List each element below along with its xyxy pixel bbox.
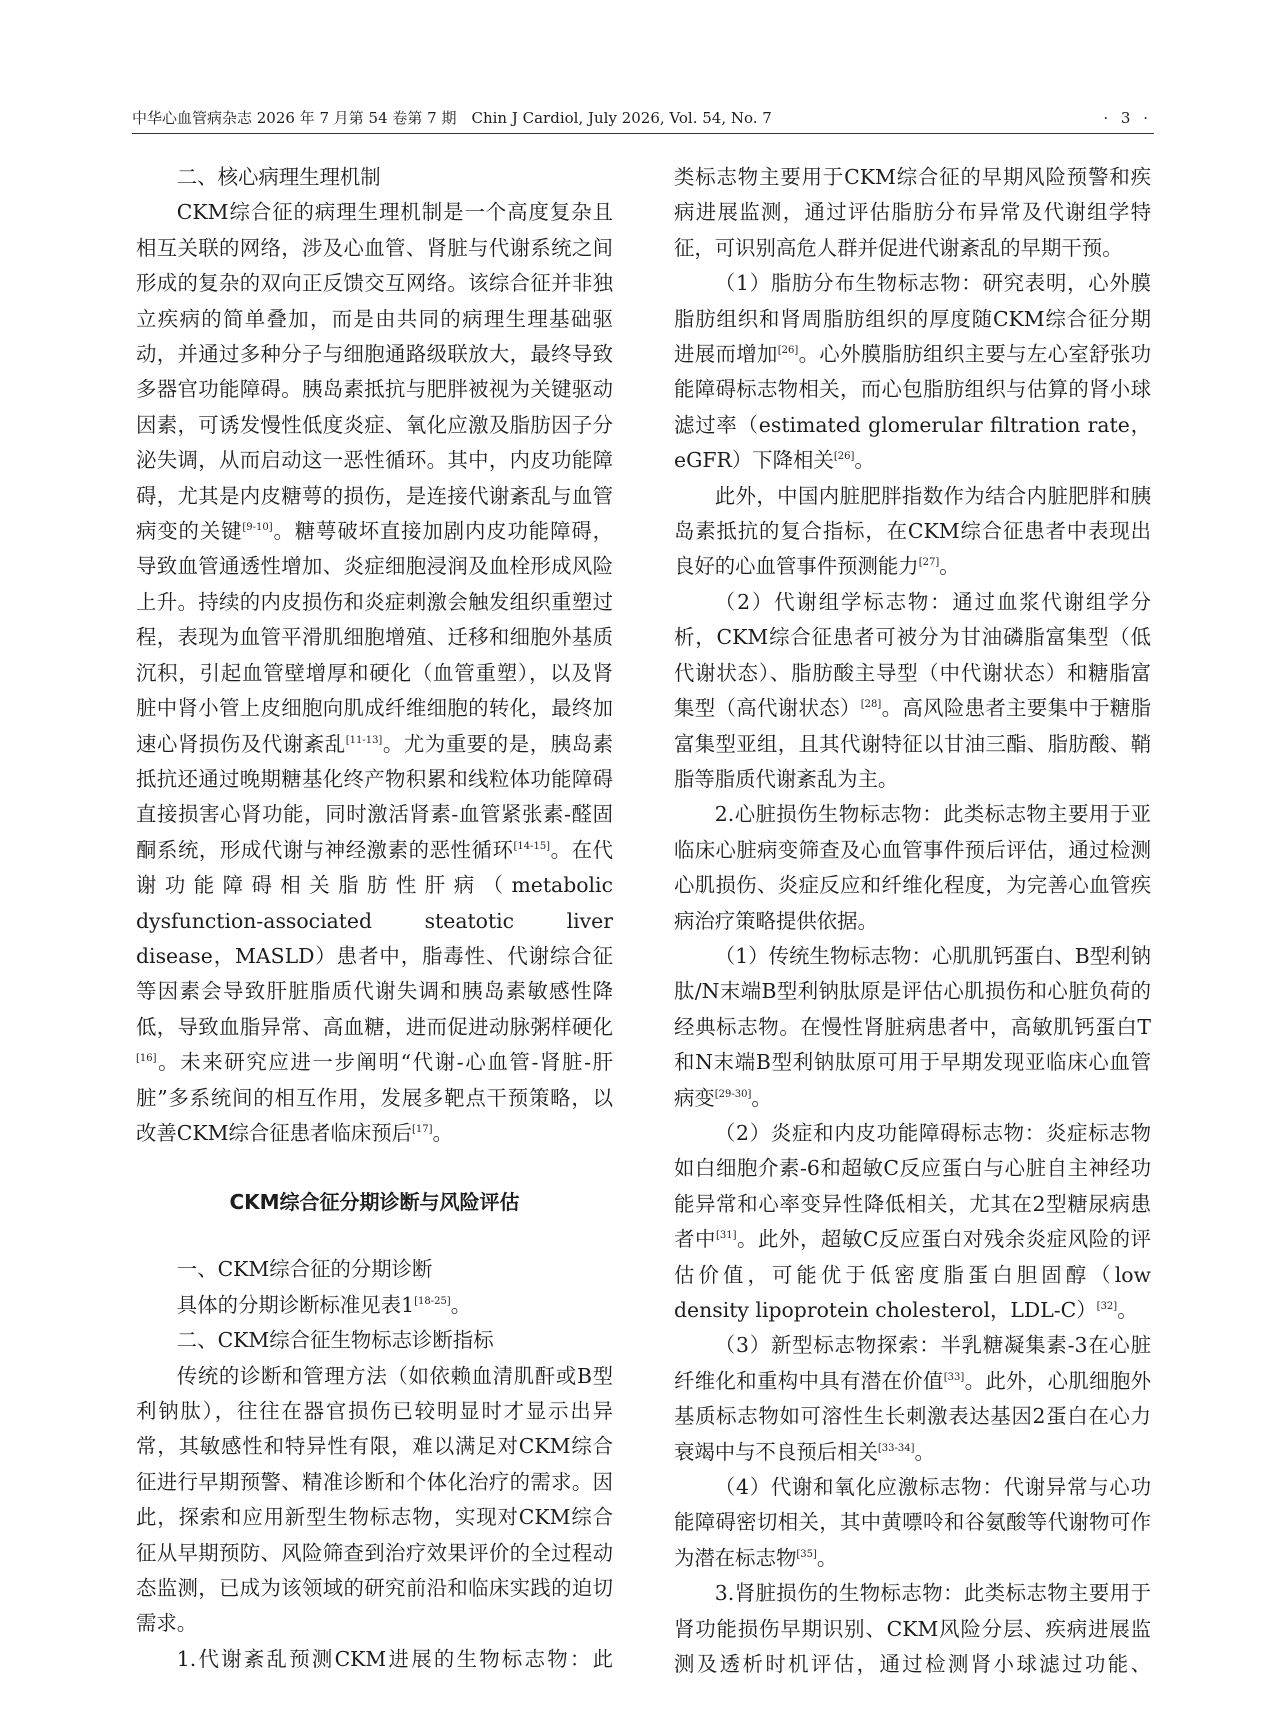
citation: [18-25] [414, 1295, 451, 1307]
running-header [132, 103, 1154, 134]
paragraph-metabolomics: （2）代谢组学标志物：通过血浆代谢组学分析，CKM综合征患者可被分为甘油磷脂富集型（低代谢状态）、脂肪酸主导型（中代谢状态）和糖脂富集型（高代谢状态）[28]。高风险患者主要集中于糖脂富集型亚组，且其代谢特征以甘油三酯、脂肪酸、鞘脂等脂质代谢紊乱为主。 [674, 589, 1152, 791]
paragraph-pathophysiology: CKM综合征的病理生理机制是一个高度复杂且相互关联的网络，涉及心血管、肾脏与代谢系统之间形成的复杂的双向正反馈交互网络。该综合征并非独立疾病的简单叠加，而是由共同的病理生理基础驱动，并通过多种分子与细胞通路级联放大，最终导致多器官功能障碍。胰岛素抵抗与肥胖被视为关键驱动因素，可诱发慢性低度炎症、氧化应激及脂肪因子分泌失调，从而启动这一恶性循环。其中，内皮功能障碍，尤其是内皮糖萼的损伤，是连接代谢紊乱与血管病变的关键[9-10]。糖萼破坏直接加剧内皮功能障碍，导致血管通透性增加、炎症细胞浸润及血栓形成风险上升。持续的内皮损伤和炎症刺激会触发组织重塑过程，表现为血管平滑肌细胞增殖、迁移和细胞外基质沉积，引起血管壁增厚和硬化（血管重塑），以及肾脏中肾小管上皮细胞向肌成纤维细胞的转化，最终加速心肾损伤及代谢紊乱[11-13]。尤为重要的是，胰岛素抵抗还通过晚期糖基化终产物积累和线粒体功能障碍直接损害心肾功能，同时激活肾素-血管紧张素-醛固酮系统，形成代谢与神经激素的恶性循环[14-15]。在代谢功能障碍相关脂肪性肝病（metabolic dysfunction-associated steatotic liver disease，MASLD）患者中，脂毒性、代谢综合征等因素会导致肝脏脂质代谢失调和胰岛素敏感性降低，导致血脂异常、高血糖，进而促进动脉粥样硬化[16]。未来研究应进一步阐明“代谢-心血管-肾脏-肝脏”多系统间的相互作用，发展多靶点干预策略，以改善CKM综合征患者临床预后[17]。 [136, 200, 614, 1145]
paragraph-traditional-biomarkers: （1）传统生物标志物：心肌肌钙蛋白、B型利钠肽/N末端B型利钠肽原是评估心肌损伤和心脏负荷的经典标志物。在慢性肾脏病患者中，高敏肌钙蛋白T和N末端B型利钠肽原可用于早期发现亚临床心血管病变[29-30]。 [674, 943, 1151, 1110]
citation: [33-34] [877, 1442, 915, 1454]
citation: [31] [715, 1230, 737, 1242]
paragraph-oxidative-stress-biomarkers: （4）代谢和氧化应激标志物：代谢异常与心功能障碍密切相关，其中黄嘌呤和谷氨酸等代谢物可作为潜在标志物[35]。 [674, 1475, 1151, 1570]
paragraph-metabolic-continued: 类标志物主要用于CKM综合征的早期风险预警和疾病进展监测，通过评估脂肪分布异常及代谢组学特征，可识别高危人群并促进代谢紊乱的早期干预。 [674, 165, 1151, 260]
right-column [674, 160, 1151, 1682]
subsection-title-staging: 一、CKM综合征的分期诊断 [176, 1257, 433, 1282]
paragraph-fat-distribution: （1）脂肪分布生物标志物：研究表明，心外膜脂肪组织和肾周脂肪组织的厚度随CKM综合征分期进展而增加[26]。心外膜脂肪组织主要与左心室舒张功能障碍标志物相关，而心包脂肪组织与估算的肾小球滤过率（estimated glomerular filtration rate，eGFR）下降相关[26]。 [674, 271, 1152, 473]
citation: [32] [1096, 1301, 1118, 1313]
citation: [11-13] [345, 734, 383, 746]
journal-citation: 中华心血管病杂志 2026 年 7 月第 54 卷第 7 期 Chin J Cardiol, July 2026, Vol. 54, No. 7 [132, 109, 772, 127]
page-number: · 3 · [1103, 109, 1152, 127]
section-heading-staging: CKM综合征分期诊断与风险评估 [229, 1190, 520, 1215]
citation: [26] [777, 345, 799, 357]
paragraph-inflammation-biomarkers: （2）炎症和内皮功能障碍标志物：炎症标志物如白细胞介素-6和超敏C反应蛋白与心脏自主神经功能异常和心率变异性降低相关，尤其在2型糖尿病患者中[31]。此外，超敏C反应蛋白对残余炎症风险的评估价值，可能优于低密度脂蛋白胆固醇（low density lipoprotein cholesterol，LDL-C）[32]。 [674, 1120, 1151, 1322]
citation: [29-30] [714, 1088, 752, 1100]
citation: [33] [943, 1372, 965, 1384]
section-title-pathophysiology: 二、核心病理生理机制 [176, 165, 381, 189]
citation: [26] [833, 451, 855, 463]
citation: [17] [412, 1124, 433, 1136]
subsection-title-biomarkers: 二、CKM综合征生物标志诊断指标 [176, 1328, 494, 1353]
paragraph-biomarkers-intro: 传统的诊断和管理方法（如依赖血清肌酐或B型利钠肽），往往在器官损伤已较明显时才显示出异常，其敏感性和特异性有限，难以满足对CKM综合征进行早期预警、精准诊断和个体化治疗的需求。因此，探索和应用新型生物标志物，实现对CKM综合征从早期预防、风险筛查到治疗效果评价的全过程动态监测，已成为该领域的研究前沿和临床实践的迫切需求。 [136, 1363, 613, 1636]
citation: [16] [136, 1053, 157, 1065]
paragraph-staging-table-ref: 具体的分期诊断标准见表1[18-25]。 [176, 1292, 472, 1317]
citation: [14-15] [513, 840, 551, 852]
citation: [9-10] [242, 522, 273, 534]
paragraph-novel-biomarkers: （3）新型标志物探索：半乳糖凝集素-3在心脏纤维化和重构中具有潜在价值[33]。此外，心肌细胞外基质标志物如可溶性生长刺激表达基因2蛋白在心力衰竭中与不良预后相关[33-34]。 [674, 1333, 1152, 1464]
paragraph-kidney-biomarkers-start: 3.肾脏损伤的生物标志物：此类标志物主要用于肾功能损伤早期识别、CKM风险分层、疾病进展监测及透析时机评估，通过检测肾小球滤过功能、 [674, 1581, 1151, 1677]
paragraph-visceral-obesity-index: 此外，中国内脏肥胖指数作为结合内脏肥胖和胰岛素抵抗的复合指标，在CKM综合征患者中表现出良好的心血管事件预测能力[27]。 [674, 483, 1151, 579]
citation: [28] [860, 699, 882, 711]
left-column [136, 160, 613, 1677]
paragraph-metabolic-biomarkers-start: 1.代谢紊乱预测CKM进展的生物标志物：此 [176, 1646, 613, 1671]
paragraph-cardiac-biomarkers: 2.心脏损伤生物标志物：此类标志物主要用于亚临床心脏病变筛查及心血管事件预后评估，通过检测心肌损伤、炎症反应和纤维化程度，为完善心血管疾病治疗策略提供依据。 [674, 802, 1151, 933]
citation: [27] [918, 557, 940, 569]
citation: [35] [796, 1549, 817, 1561]
